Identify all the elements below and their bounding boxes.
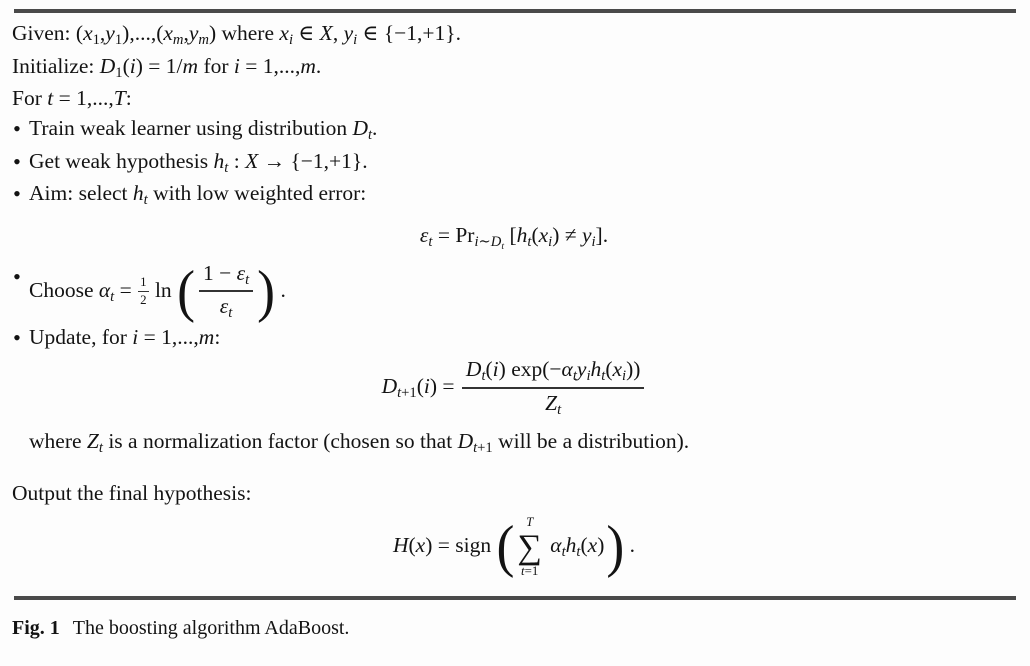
bullet-choose-alpha: • Choose $\alpha_t$ = $\frac{1}{2}$ ln ( $\frac{1 - \varepsilon_t}{\varepsilon_t}$ ) . <box>12 261 1016 323</box>
step-list-2 <box>12 258 1016 353</box>
line-for-loop: For t = 1,...,T: <box>12 86 132 111</box>
line-given: Given: $(x_1,y_1),...,(x_m,y_m)$ where $x_i$ ∈ X, $y_i$ ∈ {−1,+1}. <box>12 21 461 49</box>
figure-caption <box>12 615 1016 641</box>
step-list-1 <box>12 113 1016 211</box>
bullet-get-weak-hypothesis: • Get weak hypothesis $h_t$ : X → {−1,+1}. <box>12 146 1016 179</box>
line-initialize: Initialize: $D_1(i) = 1/m$ for i = 1,...,m. <box>12 53 322 81</box>
bullet-update-distribution: • Update, for i = 1,...,m: <box>12 322 1016 352</box>
figure-page <box>0 9 1030 641</box>
equation-distribution-update: $D_{t+1}(i)$ = $\frac{D_t(i) \exp(-\alpha_ty_ih_t(x_i))}{Z_t}$ <box>12 357 1016 419</box>
bullet-train-weak-learner: • Train weak learner using distribution $D_t$. <box>12 113 1016 146</box>
caption-text: The boosting algorithm AdaBoost. <box>72 616 350 639</box>
bullet-aim-low-error: • Aim: select $h_t$ with low weighted error: <box>12 178 1016 211</box>
bottom-rule <box>14 596 1016 600</box>
algorithm-content <box>0 13 1030 579</box>
line-output-hypothesis: Output the final hypothesis: <box>12 480 252 505</box>
line-normalization-note: where $Z_t$ is a normalization factor (chosen so that $D_{t+1}$ will be a distribution). <box>29 429 690 457</box>
equation-weighted-error: $\varepsilon_t = Pr_{i\sim D_t}$ $[h_t(x_i) \ne y_i]$. <box>419 222 609 252</box>
figure-label: Fig. 1 <box>12 616 60 639</box>
equation-final-hypothesis: H(x) = sign ( T ∑ t=1 $\alpha_th_t(x)$ ) . <box>392 513 636 579</box>
